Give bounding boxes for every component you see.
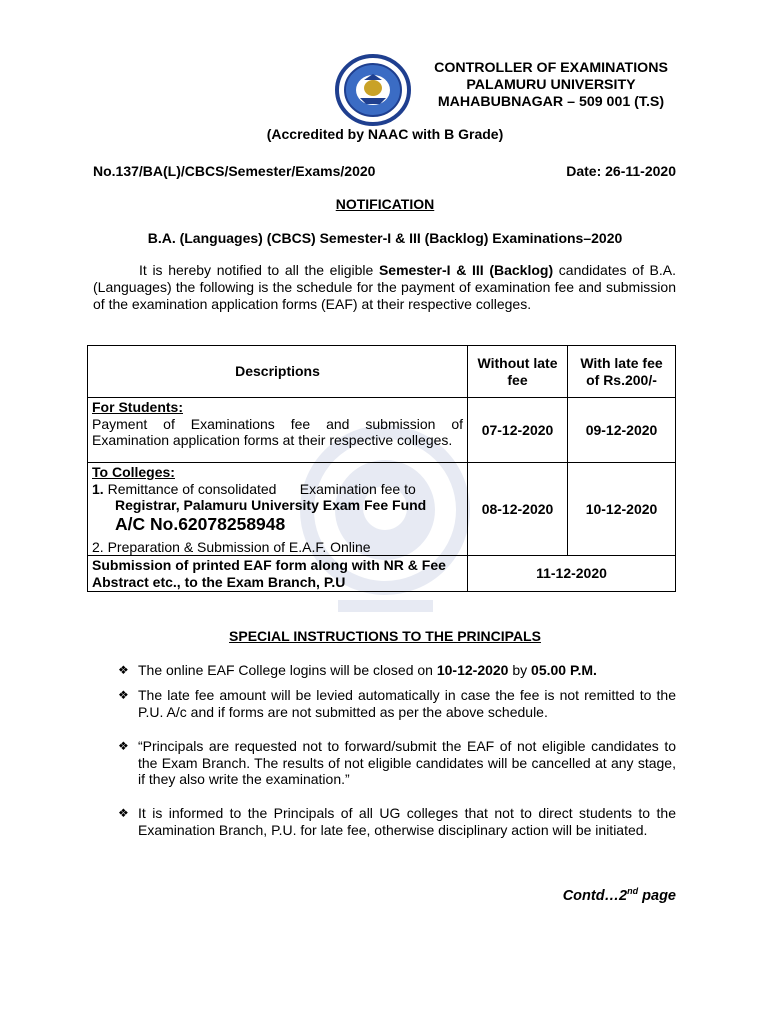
- header-line-1: CONTROLLER OF EXAMINATIONS: [434, 60, 668, 76]
- students-heading: For Students:: [92, 399, 183, 415]
- item-1-text-a: The online EAF College logins will be closed on: [138, 662, 437, 678]
- colleges-description: [88, 463, 468, 556]
- students-with-late-fee: 09-12-2020: [568, 398, 676, 463]
- item-4-text: It is informed to the Principals of all UG colleges that not to direct students to the Examination Branch, P.U. for late fee, otherwise disciplinary action will be initiated.: [138, 805, 676, 838]
- item-1-time: 05.00 P.M.: [531, 662, 597, 678]
- office-header: [410, 60, 692, 111]
- colleges-item-2: 2. Preparation & Submission of E.A.F. Online: [92, 538, 371, 555]
- contd-text: Contd…2: [562, 887, 628, 904]
- item-2-text: The late fee amount will be levied automatically in case the fee is not remitted to the P.U. A/c and if forms are not submitted as per the above schedule.: [138, 687, 676, 720]
- colleges-item-1: [92, 481, 463, 498]
- submission-description: Submission of printed EAF form along with NR & Fee Abstract etc., to the Exam Branch, P.U: [88, 556, 468, 592]
- notification-title: NOTIFICATION: [335, 196, 435, 212]
- instruction-item-3: [118, 738, 676, 788]
- submission-date: 11-12-2020: [468, 556, 676, 592]
- accreditation-line: (Accredited by NAAC with B Grade): [266, 126, 504, 142]
- students-text: Payment of Examinations fee and submission of Examination application forms at their respective colleges.: [92, 415, 463, 448]
- item-1-number: 1.: [92, 480, 104, 497]
- header-descriptions: Descriptions: [88, 346, 468, 398]
- colleges-without-late-fee: 08-12-2020: [468, 463, 568, 556]
- item-3-text: “Principals are requested not to forward/submit the EAF of not eligible candidates to the Exam Branch. The results of not eligible candidates will be cancelled at any stage, if they also write the examination.”: [138, 738, 676, 787]
- header-line-2: PALAMURU UNIVERSITY: [466, 77, 636, 93]
- students-without-late-fee: 07-12-2020: [468, 398, 568, 463]
- continued-note: [563, 886, 676, 904]
- contd-superscript: nd: [627, 886, 639, 896]
- intro-bold: Semester-I & III (Backlog): [378, 262, 554, 278]
- instructions-title: SPECIAL INSTRUCTIONS TO THE PRINCIPALS: [229, 628, 541, 644]
- table-row-students: [88, 398, 676, 463]
- schedule-table: [87, 345, 676, 592]
- reference-number: No.137/BA(L)/CBCS/Semester/Exams/2020: [93, 163, 376, 179]
- item-1-text-c: by: [508, 662, 532, 678]
- notification-subject: B.A. (Languages) (CBCS) Semester-I & III (Backlog) Examinations–2020: [147, 230, 623, 246]
- table-row-colleges: [88, 463, 676, 556]
- header-with-late-fee: With late fee of Rs.200/-: [568, 346, 676, 398]
- bullet-icon: ❖: [118, 806, 129, 820]
- contd-page: page: [638, 887, 676, 904]
- item-1-text: Remittance of consolidated Examination fee to: [107, 480, 416, 497]
- colleges-with-late-fee: 10-12-2020: [568, 463, 676, 556]
- header-line-3: MAHABUBNAGAR – 509 001 (T.S): [437, 94, 665, 110]
- item-1-date: 10-12-2020: [436, 662, 509, 678]
- instruction-item-1: [118, 662, 676, 679]
- colleges-heading: To Colleges:: [92, 464, 175, 480]
- intro-text-1: It is hereby notified to all the eligible: [139, 262, 379, 278]
- notification-date: Date: 26-11-2020: [566, 163, 676, 179]
- intro-text-2: candidates of B.A. (Languages) the following is the schedule for the payment of examination fee and submission of the examination application forms (EAF) at their respective colleges.: [93, 262, 676, 312]
- instruction-item-4: [118, 805, 676, 838]
- table-row-submission: [88, 556, 676, 592]
- university-seal-icon: [330, 54, 416, 126]
- bullet-icon: ❖: [118, 688, 129, 702]
- bullet-icon: ❖: [118, 663, 129, 677]
- table-header-row: [88, 346, 676, 398]
- colleges-item-1-bold: Registrar, Palamuru University Exam Fee Fund: [115, 497, 427, 513]
- instruction-item-2: [118, 687, 676, 720]
- header-without-late-fee: Without late fee: [468, 346, 568, 398]
- students-description: [88, 398, 468, 463]
- intro-paragraph: [93, 262, 676, 313]
- bullet-icon: ❖: [118, 739, 129, 753]
- account-number: A/C No.62078258948: [115, 513, 286, 534]
